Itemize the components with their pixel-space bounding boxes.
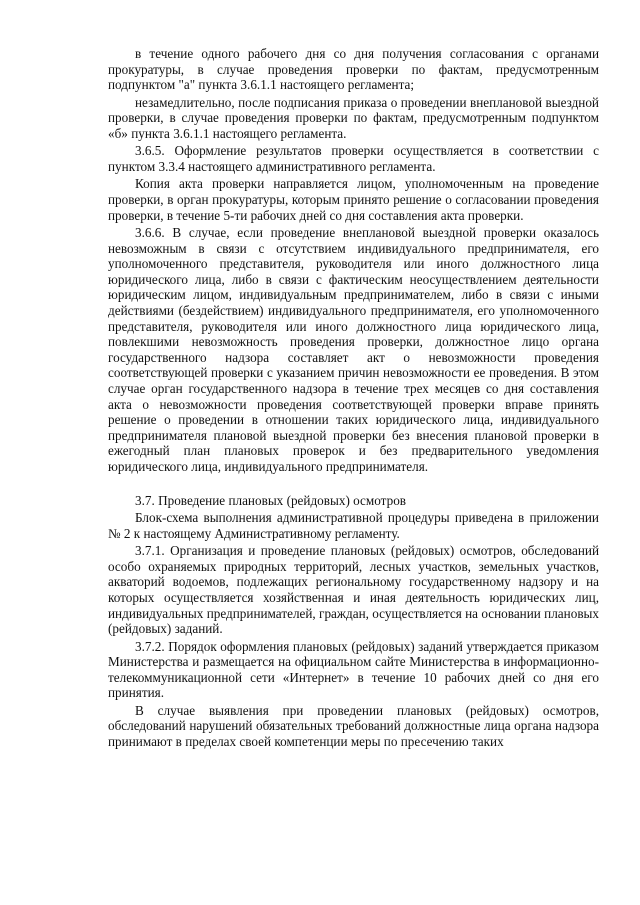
- paragraph-deadline-immediately: незамедлительно, после подписания приказа о проведении внеплановой выездной проверки, в случае проведения проверки по фактам, предусмотренным подпунктом «б» пункта 3.6.1.1 настоящего регламента.: [108, 94, 599, 141]
- paragraph-3-6-5: 3.6.5. Оформление результатов проверки осуществляется в соответствии с пунктом 3.3.4 настоящего административного регламента.: [108, 143, 599, 174]
- paragraph-3-6-6: 3.6.6. В случае, если проведение внеплановой выездной проверки оказалось невозможным в связи с отсутствием индивидуального предпринимателя, его уполномоченного представителя, руководителя или иного должностного лица юридического лица, либо в связи с фактическим неосуществлением деятельности юридическим лицом, индивидуальным предпринимателем, либо в связи с иными действиями (бездействием) индивидуального предпринимателя, его уполномоченного представителя, руководителя или иного должностного лица юридического лица, повлекшими невозможность проведения проверки, должностное лицо органа государственного надзора составляет акт о невозможности проведения соответствующей проверки с указанием причин невозможности ее проведения. В этом случае орган государственного надзора в течение трех месяцев со дня составления акта о невозможности проведения соответствующей проверки вправе принять решение о проведении в отношении таких юридического лица, индивидуального предпринимателя плановой выездной проверки без внесения плановой проверки в ежегодный план плановых проверок и без предварительного уведомления юридического лица, индивидуального предпринимателя.: [108, 225, 599, 474]
- document-page: [108, 46, 599, 752]
- section-heading-3-7: 3.7. Проведение плановых (рейдовых) осмотров: [135, 492, 407, 508]
- paragraph-3-7-1: 3.7.1. Организация и проведение плановых (рейдовых) осмотров, обследований особо охраняемых природных территорий, лесных участков, земельных участков, акваторий водоемов, подлежащих региональному государственному надзору и на которых осуществляется хозяйственная и иная деятельность юридических лиц, индивидуальных предпринимателей, граждан, осуществляется на основании плановых (рейдовых) заданий.: [108, 543, 599, 637]
- paragraph-deadline-prosecutor-agreement: в течение одного рабочего дня со дня получения согласования с органами прокуратуры, в случае проведения проверки по фактам, предусмотренным подпунктом "а" пункта 3.6.1.1 настоящего регламента;: [108, 46, 599, 93]
- paragraph-block-diagram: Блок-схема выполнения административной процедуры приведена в приложении № 2 к настоящему Административному регламенту.: [108, 510, 599, 541]
- paragraph-violations: В случае выявления при проведении плановых (рейдовых) осмотров, обследований нарушений обязательных требований должностные лица органа надзора принимают в пределах своей компетенции меры по пресечению таких: [108, 702, 599, 750]
- paragraph-act-copy: Копия акта проверки направляется лицом, уполномоченным на проведение проверки, в орган прокуратуры, которым принято решение о согласовании проведения проверки, в течение 5-ти рабочих дней со дня составления акта проверки.: [108, 176, 599, 223]
- paragraph-3-7-2: 3.7.2. Порядок оформления плановых (рейдовых) заданий утверждается приказом Министерства и размещается на официальном сайте Министерства в информационно-телекоммуникационной сети «Интернет» в течение 10 рабочих дней со дня его принятия.: [108, 638, 599, 701]
